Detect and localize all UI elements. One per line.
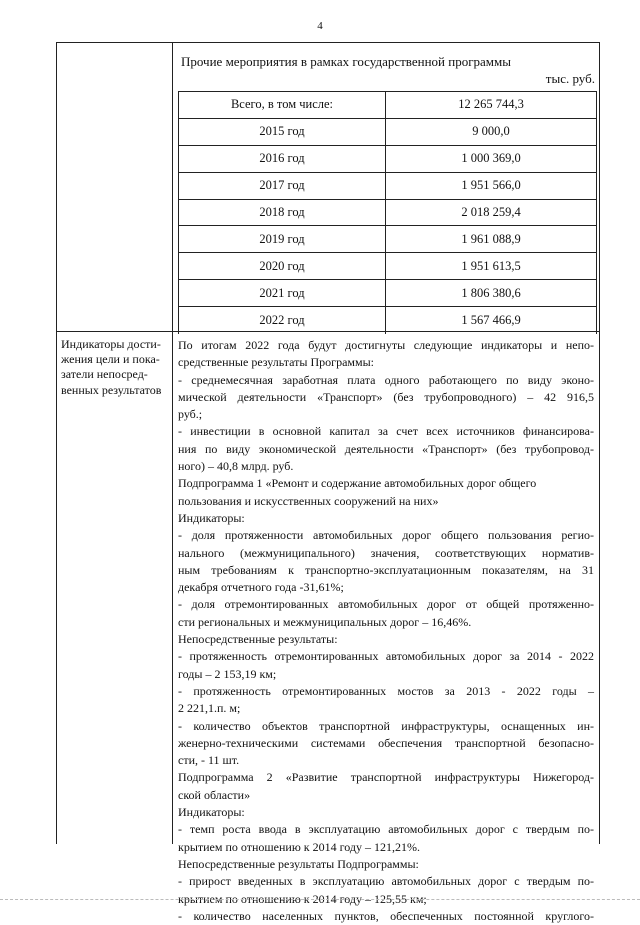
financing-row-value: 12 265 744,3 — [458, 97, 524, 112]
text-line: - количество населенных пунктов, обеспеченных постоянной круглого- — [178, 908, 594, 923]
financing-row — [179, 173, 596, 200]
text-line: По итогам 2022 года будут достигнуты следующие индикаторы и непо- — [178, 338, 594, 352]
text-line: - доля протяженности автомобильных дорог общего пользования регио- — [178, 528, 594, 543]
financing-row-value: 1 951 566,0 — [461, 178, 521, 193]
financing-row-total — [179, 92, 596, 119]
financing-row-label: 2015 год — [179, 119, 386, 145]
text-line: годы – 2 153,19 км; — [178, 666, 277, 681]
text-line: - темп роста ввода в эксплуатацию автомобильных дорог с твердым по- — [178, 822, 594, 837]
text-line: Индикаторы: — [178, 805, 245, 820]
column-divider — [172, 43, 173, 844]
financing-row-label: 2019 год — [179, 226, 386, 252]
text-line: 2 221,1.п. м; — [178, 701, 241, 716]
page-number: 4 — [317, 20, 323, 32]
text-line: нального (межмуниципального) значения, соответствующих норматив- — [178, 545, 594, 560]
financing-row-label: 2020 год — [179, 253, 386, 279]
financing-row-label: 2021 год — [179, 280, 386, 306]
financing-title: Прочие мероприятия в рамках государственной программы — [181, 54, 511, 69]
text-line: Индикаторы: — [178, 510, 245, 525]
financing-row-value: 9 000,0 — [472, 124, 510, 139]
text-line: - прирост введенных в эксплуатацию автомобильных дорог с твердым по- — [178, 874, 594, 889]
financing-row-value: 2 018 259,4 — [461, 205, 521, 219]
text-line: ного) – 40,8 млрд. руб. — [178, 459, 294, 474]
indicators-text — [178, 337, 594, 925]
text-line: руб.; — [178, 407, 203, 422]
financing-row — [179, 307, 596, 334]
financing-row — [179, 280, 596, 307]
financing-row — [179, 253, 596, 280]
indicators-heading-line: венных результатов — [61, 382, 162, 397]
financing-row-value: 1 961 088,9 — [461, 231, 521, 246]
text-line: ской области» — [178, 787, 251, 802]
text-line: декабря отчетного года -31,61%; — [178, 580, 344, 595]
text-line: сти, - 11 шт. — [178, 753, 240, 768]
text-line: Подпрограмма 2 «Развитие транспортной инфраструктуры Нижегород- — [178, 770, 594, 785]
text-line: крытием по отношению к 2014 году – 125,55 км; — [178, 891, 427, 906]
financing-row-value: 1 567 466,9 — [461, 313, 521, 328]
page-bottom-edge — [0, 899, 640, 900]
indicators-heading-line: жения цели и пока- — [61, 352, 160, 367]
text-line: пользования и искусственных сооружений на них» — [178, 493, 439, 508]
financing-row-label: 2016 год — [179, 146, 386, 172]
text-line: - протяженность отремонтированных мостов за 2013 - 2022 годы – — [178, 683, 594, 698]
text-line: Подпрограмма 1 «Ремонт и содержание автомобильных дорог общего — [178, 476, 537, 491]
financing-row — [179, 226, 596, 253]
text-line: Непосредственные результаты Подпрограммы: — [178, 856, 419, 871]
financing-row-value: 1 951 613,5 — [461, 258, 521, 273]
indicators-heading-line: затели непосред- — [61, 367, 148, 382]
financing-row-label: 2017 год — [179, 173, 386, 199]
financing-row-value: 1 000 369,0 — [461, 151, 521, 166]
program-passport-table — [56, 42, 600, 923]
text-line: - количество объектов транспортной инфраструктуры, оснащенных ин- — [178, 718, 594, 733]
text-line: ным требованиям к транспортно-эксплуатационным показателям, на 31 — [178, 562, 594, 577]
text-line: - протяженность отремонтированных автомобильных дорог за 2014 - 2022 — [178, 649, 594, 664]
text-line: - среднемесячная заработная плата одного работающего по виду эконо- — [178, 372, 594, 387]
text-line: - инвестиции в основной капитал за счет всех источников финансирова- — [178, 424, 594, 439]
text-line: сти региональных и межмуниципальных дорог – 16,46%. — [178, 614, 472, 629]
indicators-heading-line: Индикаторы дости- — [61, 337, 161, 351]
text-line: женерно-техническими системами обеспечения транспортной безопасно- — [178, 735, 594, 750]
financing-row-label: Всего, в том числе: — [179, 92, 386, 118]
financing-unit: тыс. руб. — [545, 71, 595, 86]
text-line: крытием по отношению к 2014 году – 121,21%. — [178, 839, 420, 854]
text-line: средственные результаты Программы: — [178, 355, 374, 370]
financing-row — [179, 119, 596, 146]
financing-table — [178, 91, 597, 334]
text-line: мической деятельности «Транспорт» (без трубопроводного) – 42 916,5 — [178, 389, 594, 404]
text-line: ния по виду экономической деятельности «Транспорт» (без трубопровод- — [178, 441, 594, 456]
financing-row-label: 2018 год — [179, 200, 386, 226]
text-line: Непосредственные результаты: — [178, 632, 338, 647]
financing-row-label: 2022 год — [179, 307, 386, 334]
text-line: - доля отремонтированных автомобильных дорог от общей протяженно- — [178, 597, 594, 612]
financing-row — [179, 146, 596, 173]
financing-row — [179, 200, 596, 227]
indicators-heading — [61, 337, 169, 398]
financing-row-value: 1 806 380,6 — [461, 285, 521, 300]
